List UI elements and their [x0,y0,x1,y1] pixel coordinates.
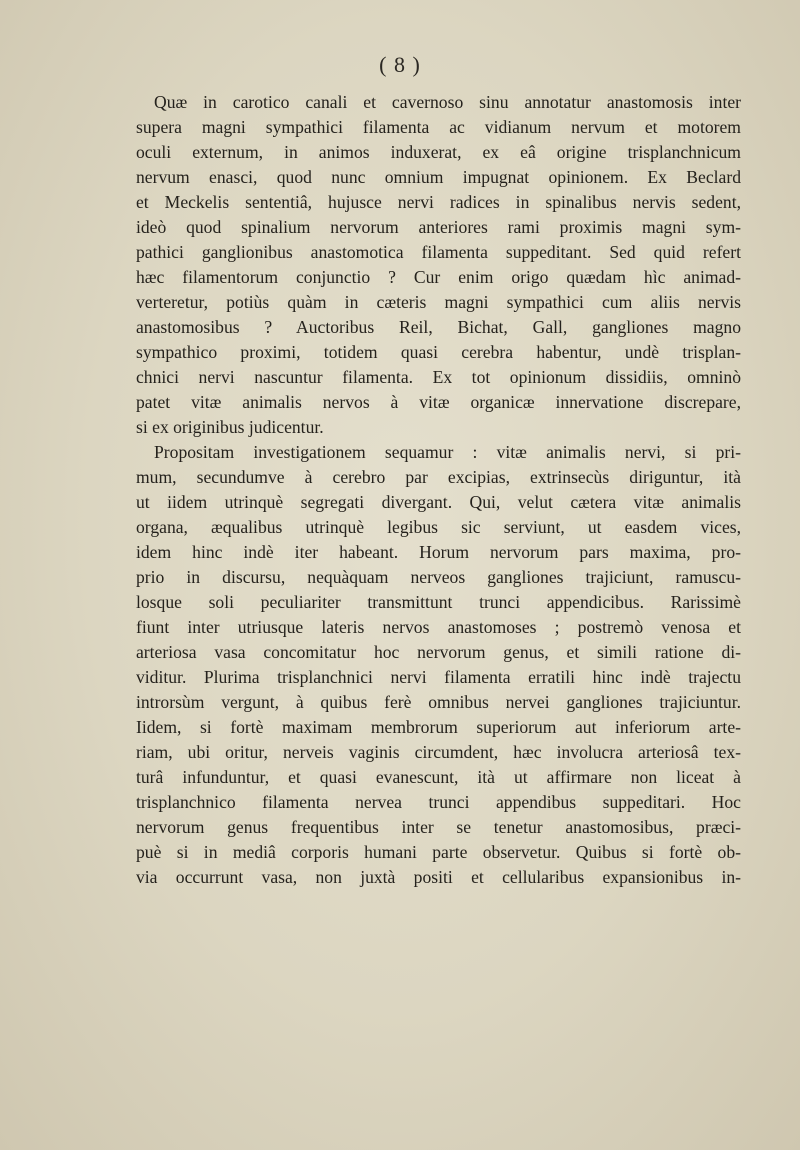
paragraph-2 [136,440,741,890]
text-line: nervorum genus frequentibus inter se tenetur anastomosibus, præci- [136,817,741,837]
text-line: Propositam investigationem sequamur : vitæ animalis nervi, si pri- [154,442,741,462]
text-line: Iidem, si fortè maximam membrorum superiorum aut inferiorum arte- [136,717,741,737]
text-block [136,90,741,890]
text-line: mum, secundumve à cerebro par excipias, extrinsecùs diriguntur, ità [136,467,741,487]
text-line: sympathico proximi, totidem quasi cerebra habentur, undè trisplan- [136,342,741,362]
text-line: puè si in mediâ corporis humani parte observetur. Quibus si fortè ob- [136,842,741,862]
text-line: verteretur, potiùs quàm in cæteris magni sympathici cum aliis nervis [136,292,741,312]
text-line: idem hinc indè iter habeant. Horum nervorum pars maxima, pro- [136,542,741,562]
text-line: ideò quod spinalium nervorum anteriores rami proximis magni sym- [136,217,741,237]
text-line: hæc filamentorum conjunctio ? Cur enim origo quædam hìc animad- [136,267,741,287]
text-line: viditur. Plurima trisplanchnici nervi filamenta erratili hinc indè trajectu [136,667,741,687]
text-line: si ex originibus judicentur. [136,417,324,437]
text-line: prio in discursu, nequàquam nerveos gangliones trajiciunt, ramuscu- [136,567,741,587]
text-line: supera magni sympathici filamenta ac vidianum nervum et motorem [136,117,741,137]
paragraph-1 [136,90,741,440]
text-line: ut iidem utrinquè segregati divergant. Qui, velut cætera vitæ animalis [136,492,741,512]
text-line: pathici ganglionibus anastomotica filamenta suppeditant. Sed quid refert [136,242,741,262]
page-number: ( 8 ) [379,52,421,77]
text-line: arteriosa vasa concomitatur hoc nervorum genus, et simili ratione di- [136,642,741,662]
text-line: patet vitæ animalis nervos à vitæ organicæ innervatione discrepare, [136,392,741,412]
text-line: riam, ubi oritur, nerveis vaginis circumdent, hæc involucra arteriosâ tex- [136,742,741,762]
text-line: trisplanchnico filamenta nervea trunci appendibus suppeditari. Hoc [136,792,741,812]
text-line: oculi externum, in animos induxerat, ex eâ origine trisplanchnicum [136,142,741,162]
text-line: turâ infunduntur, et quasi evanescunt, ità ut affirmare non liceat à [136,767,741,787]
text-line: nervum enasci, quod nunc omnium impugnat opinionem. Ex Beclard [136,167,741,187]
text-line: Quæ in carotico canali et cavernoso sinu annotatur anastomosis inter [154,92,741,112]
text-line: chnici nervi nascuntur filamenta. Ex tot opinionum dissidiis, omninò [136,367,741,387]
text-line: losque soli peculiariter transmittunt trunci appendicibus. Rarissimè [136,592,741,612]
text-line: et Meckelis sententiâ, hujusce nervi radices in spinalibus nervis sedent, [136,192,741,212]
text-line: organa, æqualibus utrinquè legibus sic serviunt, ut easdem vices, [136,517,741,537]
text-line: introrsùm vergunt, à quibus ferè omnibus nervei gangliones trajiciuntur. [136,692,741,712]
text-line: fiunt inter utriusque lateris nervos anastomoses ; postremò venosa et [136,617,741,637]
text-line: via occurrunt vasa, non juxtà positi et cellularibus expansionibus in- [136,867,741,887]
text-line: anastomosibus ? Auctoribus Reil, Bichat, Gall, gangliones magno [136,317,741,337]
